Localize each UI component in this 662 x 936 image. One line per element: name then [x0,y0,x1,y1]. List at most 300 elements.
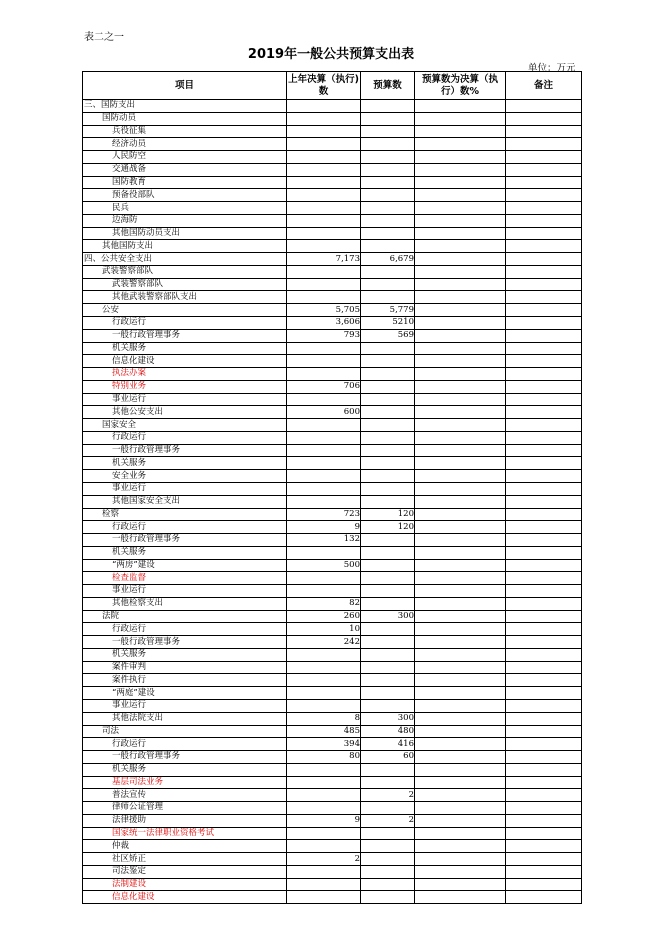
header-prev-actual: 上年决算（执行)数 [287,72,361,100]
header-ratio: 预算数为决算（执行）数% [415,72,506,100]
row-ratio [415,393,506,406]
row-item-name: 司法 [83,725,287,738]
row-note [506,355,582,368]
row-ratio [415,214,506,227]
row-item-name: 普法宣传 [83,789,287,802]
row-prev-actual [287,125,361,138]
row-item-name: 其他国防支出 [83,240,287,253]
row-prev-actual [287,495,361,508]
table-row [83,406,582,419]
table-row [83,457,582,470]
row-ratio [415,100,506,113]
row-prev-actual: 2 [287,853,361,866]
row-budget: 5,779 [361,304,415,317]
table-row [83,380,582,393]
row-item-name: 机关服务 [83,457,287,470]
row-budget [361,534,415,547]
row-item-name: 国家统一法律职业资格考试 [83,827,287,840]
row-prev-actual [287,355,361,368]
row-prev-actual [287,827,361,840]
row-item-name: 一般行政管理事务 [83,751,287,764]
row-budget [361,648,415,661]
row-item-name: 国防动员 [83,112,287,125]
table-row [83,419,582,432]
row-item-name: 民兵 [83,202,287,215]
row-budget [361,240,415,253]
row-ratio [415,304,506,317]
row-budget [361,278,415,291]
row-item-name: 武装警察部队 [83,278,287,291]
table-row [83,674,582,687]
row-prev-actual [287,419,361,432]
table-row [83,585,582,598]
row-note [506,278,582,291]
row-note [506,674,582,687]
row-item-name: 预备役部队 [83,189,287,202]
table-row [83,329,582,342]
table-row [83,802,582,815]
row-note [506,687,582,700]
table-row [83,508,582,521]
row-budget [361,585,415,598]
row-prev-actual: 8 [287,712,361,725]
row-budget [361,406,415,419]
row-budget: 2 [361,814,415,827]
row-item-name: 国防教育 [83,176,287,189]
table-row [83,100,582,113]
row-item-name: 一般行政管理事务 [83,534,287,547]
row-note [506,163,582,176]
row-item-name: “两庭”建设 [83,687,287,700]
row-prev-actual [287,776,361,789]
row-prev-actual: 80 [287,751,361,764]
row-prev-actual: 600 [287,406,361,419]
row-item-name: 信息化建设 [83,891,287,904]
table-row [83,623,582,636]
row-prev-actual: 706 [287,380,361,393]
row-prev-actual [287,457,361,470]
row-ratio [415,317,506,330]
row-note [506,891,582,904]
row-budget [361,355,415,368]
row-ratio [415,176,506,189]
row-budget [361,342,415,355]
row-prev-actual [287,840,361,853]
row-ratio [415,253,506,266]
row-note [506,419,582,432]
row-ratio [415,610,506,623]
row-item-name: 安全业务 [83,470,287,483]
row-prev-actual [287,189,361,202]
row-note [506,125,582,138]
row-ratio [415,482,506,495]
row-ratio [415,189,506,202]
row-note [506,738,582,751]
row-item-name: 一般行政管理事务 [83,444,287,457]
table-row [83,112,582,125]
table-row [83,865,582,878]
row-item-name: 行政运行 [83,317,287,330]
row-prev-actual: 9 [287,521,361,534]
row-note [506,585,582,598]
row-prev-actual: 394 [287,738,361,751]
row-ratio [415,751,506,764]
table-row [83,495,582,508]
row-prev-actual: 82 [287,597,361,610]
row-prev-actual: 5,705 [287,304,361,317]
row-budget [361,891,415,904]
row-ratio [415,865,506,878]
row-budget [361,214,415,227]
row-ratio [415,559,506,572]
row-prev-actual [287,291,361,304]
row-ratio [415,648,506,661]
row-budget: 6,679 [361,253,415,266]
row-budget [361,163,415,176]
row-budget [361,393,415,406]
table-row [83,482,582,495]
row-ratio [415,738,506,751]
row-item-name: 一般行政管理事务 [83,636,287,649]
row-budget [361,546,415,559]
table-row [83,253,582,266]
table-row [83,189,582,202]
table-row [83,751,582,764]
row-ratio [415,725,506,738]
row-prev-actual: 723 [287,508,361,521]
row-note [506,151,582,164]
row-ratio [415,444,506,457]
row-note [506,865,582,878]
row-note [506,112,582,125]
row-prev-actual [287,444,361,457]
row-note [506,597,582,610]
row-item-name: 法律援助 [83,814,287,827]
row-note [506,789,582,802]
row-prev-actual [287,227,361,240]
row-prev-actual [287,214,361,227]
row-item-name: 行政运行 [83,738,287,751]
row-item-name: 公安 [83,304,287,317]
row-note [506,189,582,202]
header-item: 项目 [83,72,287,100]
row-budget [361,687,415,700]
row-budget [361,291,415,304]
row-ratio [415,585,506,598]
row-item-name: 其他公安支出 [83,406,287,419]
row-note [506,661,582,674]
row-item-name: 机关服务 [83,648,287,661]
row-note [506,470,582,483]
row-item-name: 事业运行 [83,482,287,495]
row-prev-actual [287,431,361,444]
row-ratio [415,853,506,866]
row-prev-actual: 7,173 [287,253,361,266]
row-note [506,610,582,623]
table-row [83,291,582,304]
table-row [83,559,582,572]
row-budget [361,368,415,381]
row-item-name: 人民防空 [83,151,287,164]
row-prev-actual [287,202,361,215]
row-budget [361,840,415,853]
table-row [83,636,582,649]
table-row [83,699,582,712]
row-item-name: 其他法院支出 [83,712,287,725]
table-row [83,202,582,215]
row-note [506,138,582,151]
table-row [83,278,582,291]
row-budget [361,661,415,674]
row-prev-actual: 132 [287,534,361,547]
row-prev-actual: 3,606 [287,317,361,330]
table-row [83,393,582,406]
row-prev-actual [287,585,361,598]
row-budget [361,112,415,125]
row-prev-actual [287,470,361,483]
table-row [83,878,582,891]
row-item-name: 律师公证管理 [83,802,287,815]
table-row [83,342,582,355]
row-item-name: 机关服务 [83,763,287,776]
row-prev-actual [287,100,361,113]
row-item-name: 国家安全 [83,419,287,432]
budget-table [82,71,582,904]
table-row [83,853,582,866]
row-note [506,623,582,636]
row-prev-actual [287,674,361,687]
table-row [83,368,582,381]
unit-label: 单位：万元 [528,63,576,74]
row-note [506,240,582,253]
row-item-name: 法制建设 [83,878,287,891]
row-prev-actual [287,240,361,253]
row-ratio [415,431,506,444]
row-prev-actual [287,138,361,151]
row-budget [361,865,415,878]
row-item-name: 案件执行 [83,674,287,687]
row-budget [361,623,415,636]
table-row [83,125,582,138]
row-budget [361,559,415,572]
row-ratio [415,470,506,483]
row-note [506,457,582,470]
row-note [506,636,582,649]
table-row [83,687,582,700]
row-prev-actual [287,163,361,176]
row-prev-actual: 485 [287,725,361,738]
table-row [83,431,582,444]
row-budget [361,151,415,164]
row-item-name: 其他武装警察部队支出 [83,291,287,304]
row-prev-actual [287,265,361,278]
row-item-name: “两房”建设 [83,559,287,572]
row-budget [361,227,415,240]
row-ratio [415,202,506,215]
row-prev-actual: 242 [287,636,361,649]
page-title: 2019年一般公共预算支出表 [247,47,415,62]
row-prev-actual [287,648,361,661]
row-note [506,368,582,381]
row-budget [361,636,415,649]
row-ratio [415,342,506,355]
table-row [83,227,582,240]
row-budget [361,470,415,483]
row-item-name: 事业运行 [83,393,287,406]
row-budget [361,802,415,815]
row-prev-actual [287,368,361,381]
row-budget [361,265,415,278]
row-budget [361,202,415,215]
row-note [506,329,582,342]
row-prev-actual [287,572,361,585]
row-budget [361,763,415,776]
row-prev-actual [287,878,361,891]
row-item-name: 四、公共安全支出 [83,253,287,266]
row-item-name: 其他国防动员支出 [83,227,287,240]
row-ratio [415,163,506,176]
row-note [506,725,582,738]
row-ratio [415,814,506,827]
row-budget [361,419,415,432]
row-note [506,495,582,508]
row-item-name: 行政运行 [83,521,287,534]
row-ratio [415,776,506,789]
table-row [83,827,582,840]
table-row [83,572,582,585]
row-item-name: 机关服务 [83,342,287,355]
row-note [506,482,582,495]
row-item-name: 交通战备 [83,163,287,176]
row-note [506,444,582,457]
table-row [83,763,582,776]
row-ratio [415,265,506,278]
table-row [83,738,582,751]
row-budget: 2 [361,789,415,802]
row-item-name: 社区矫正 [83,853,287,866]
row-item-name: 检查监督 [83,572,287,585]
row-budget [361,776,415,789]
row-note [506,827,582,840]
row-budget [361,138,415,151]
row-prev-actual [287,865,361,878]
table-row [83,534,582,547]
row-note [506,546,582,559]
table-row [83,470,582,483]
row-item-name: 机关服务 [83,546,287,559]
row-item-name: 三、国防支出 [83,100,287,113]
row-budget: 120 [361,508,415,521]
row-budget: 120 [361,521,415,534]
table-row [83,648,582,661]
row-item-name: 信息化建设 [83,355,287,368]
row-note [506,648,582,661]
row-note [506,508,582,521]
row-note [506,265,582,278]
row-prev-actual [287,789,361,802]
row-budget [361,853,415,866]
header-budget: 预算数 [361,72,415,100]
row-note [506,814,582,827]
row-item-name: 其他检察支出 [83,597,287,610]
row-ratio [415,699,506,712]
row-budget [361,189,415,202]
table-row [83,610,582,623]
row-note [506,342,582,355]
row-item-name: 兵役征集 [83,125,287,138]
row-budget [361,674,415,687]
row-prev-actual: 9 [287,814,361,827]
row-budget [361,444,415,457]
row-ratio [415,125,506,138]
table-row [83,138,582,151]
row-prev-actual [287,802,361,815]
row-ratio [415,227,506,240]
row-ratio [415,623,506,636]
row-note [506,304,582,317]
row-item-name: 仲裁 [83,840,287,853]
row-ratio [415,840,506,853]
row-budget [361,878,415,891]
row-item-name: 行政运行 [83,431,287,444]
row-prev-actual [287,342,361,355]
row-ratio [415,508,506,521]
row-ratio [415,240,506,253]
table-row [83,712,582,725]
table-row [83,240,582,253]
row-ratio [415,572,506,585]
table-body [83,100,582,904]
row-ratio [415,495,506,508]
table-row [83,814,582,827]
row-prev-actual: 793 [287,329,361,342]
row-ratio [415,419,506,432]
row-note [506,100,582,113]
row-note [506,393,582,406]
table-row [83,546,582,559]
table-row [83,840,582,853]
row-note [506,802,582,815]
row-prev-actual [287,393,361,406]
row-budget [361,100,415,113]
table-row [83,151,582,164]
row-prev-actual: 260 [287,610,361,623]
row-ratio [415,878,506,891]
row-item-name: 其他国家安全支出 [83,495,287,508]
table-row [83,176,582,189]
row-ratio [415,763,506,776]
row-item-name: 司法鉴定 [83,865,287,878]
row-prev-actual [287,891,361,904]
row-budget [361,457,415,470]
row-prev-actual [287,482,361,495]
row-item-name: 执法办案 [83,368,287,381]
row-ratio [415,636,506,649]
row-ratio [415,661,506,674]
row-ratio [415,674,506,687]
row-item-name: 事业运行 [83,699,287,712]
row-note [506,559,582,572]
table-row [83,725,582,738]
table-row [83,776,582,789]
table-row [83,304,582,317]
row-note [506,253,582,266]
row-ratio [415,457,506,470]
row-item-name: 法院 [83,610,287,623]
row-budget [361,380,415,393]
row-budget [361,125,415,138]
row-ratio [415,789,506,802]
